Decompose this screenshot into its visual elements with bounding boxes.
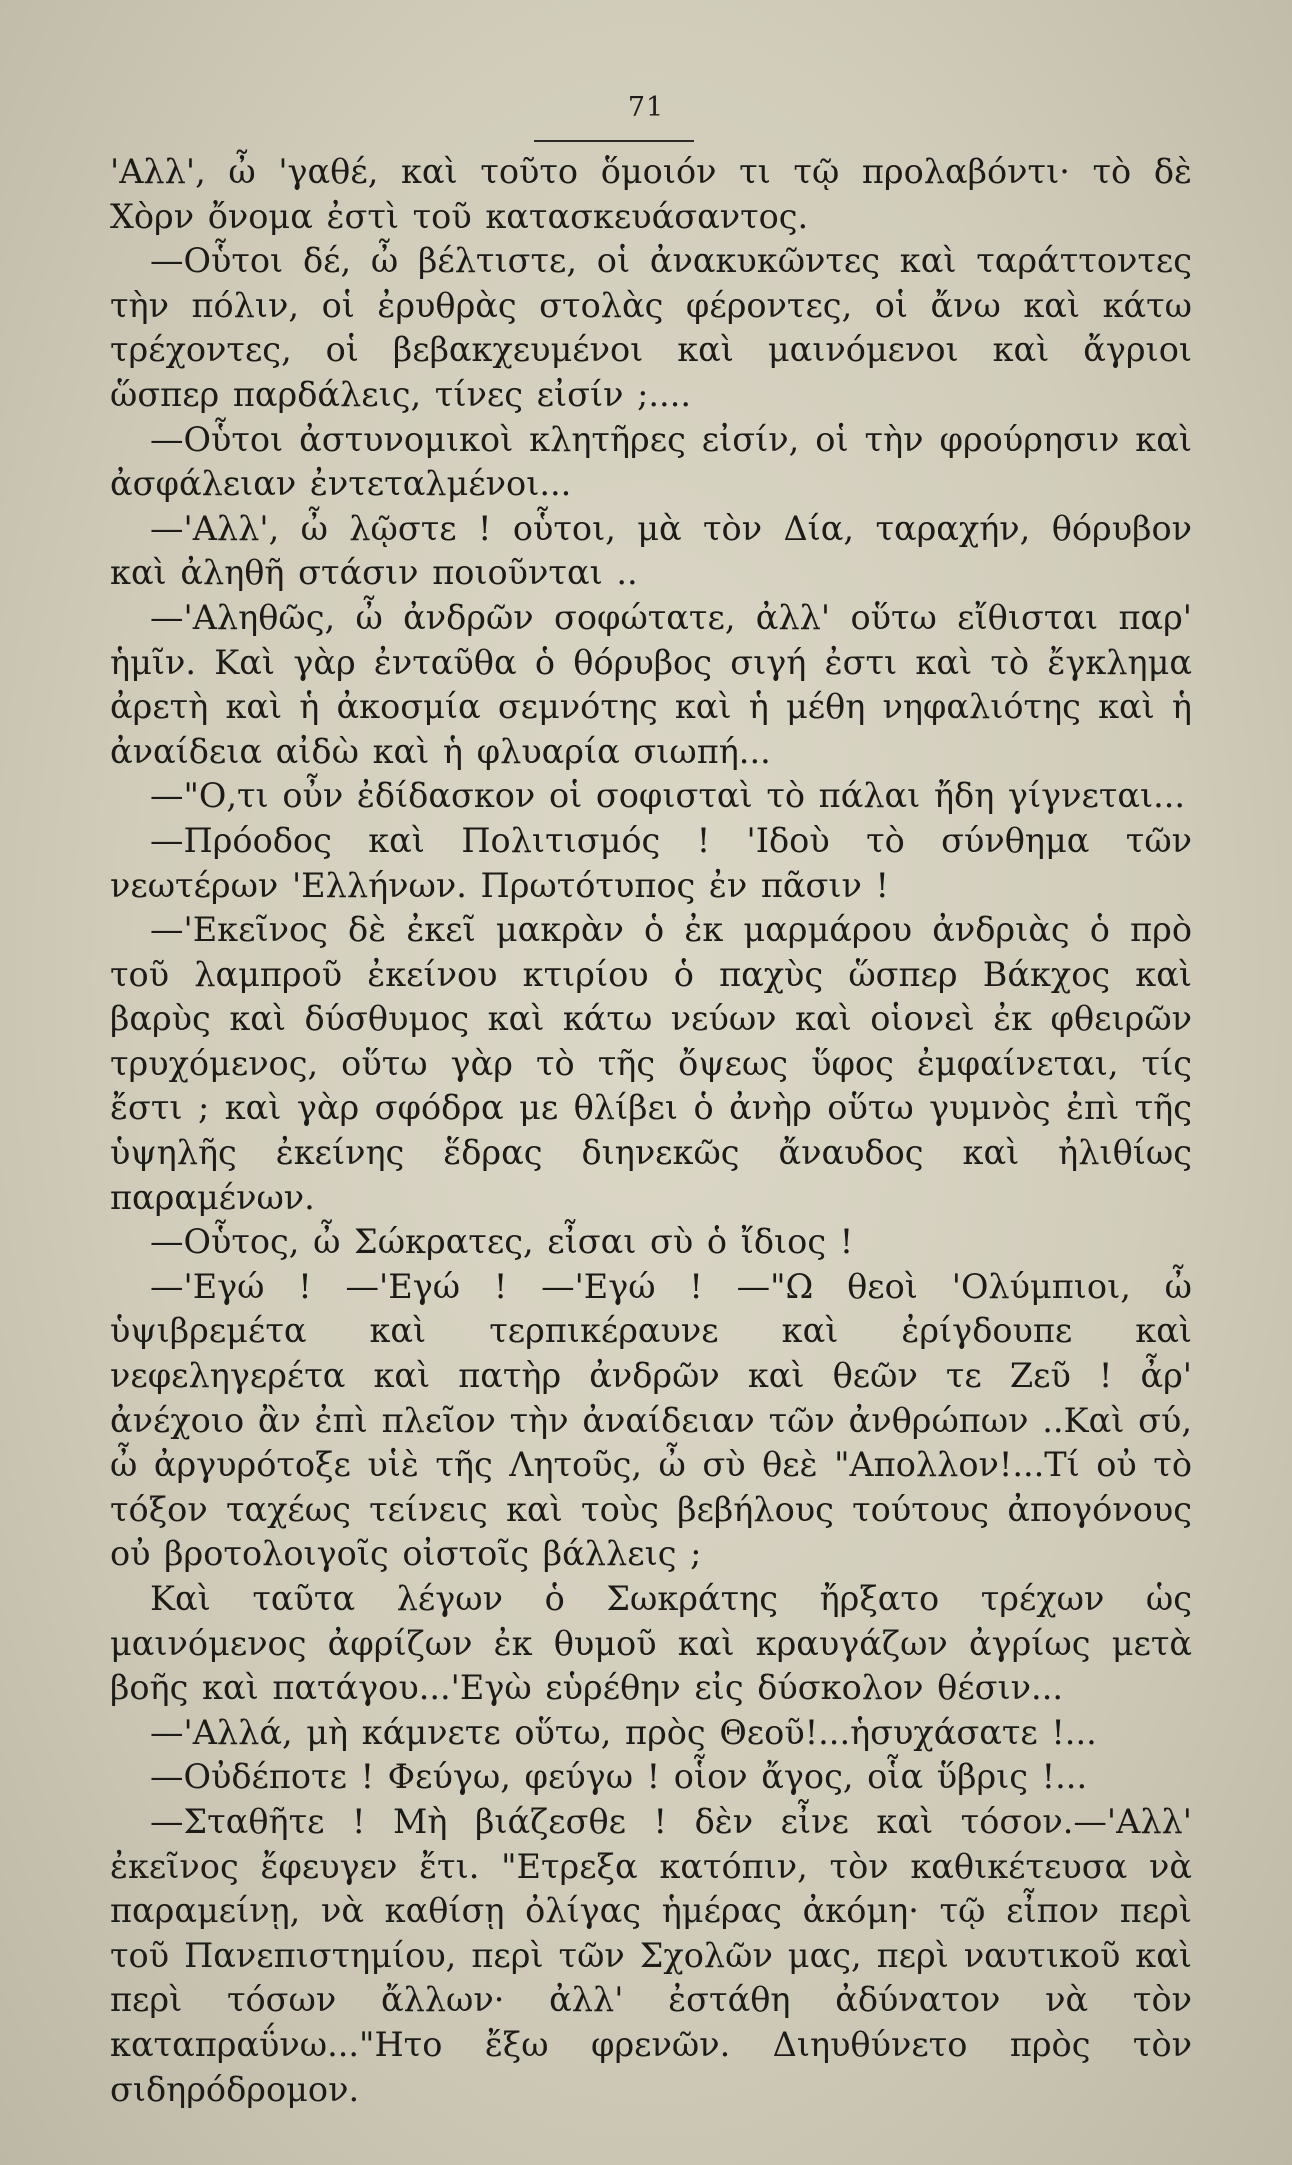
paragraph: —'Αληθῶς, ὦ ἀνδρῶν σοφώτατε, ἀλλ' οὕτω εἴθισται παρ' ἡμῖν. Καὶ γὰρ ἐνταῦθα ὁ θόρυβος σιγή ἐστι καὶ τὸ ἔγκλημα ἀρετὴ καὶ ἡ ἀκοσμία σεμνότης καὶ ἡ μέθη νηφαλιότης καὶ ἡ ἀναίδεια αἰδὼ καὶ ἡ φλυαρία σιωπή... [110, 597, 1192, 771]
paragraph: —'Εγώ ! —'Εγώ ! —'Εγώ ! —"Ω θεοὶ 'Ολύμπιοι, ὦ ὑψιβρεμέτα καὶ τερπικέραυνε καὶ ἐρίγδουπε καὶ νεφεληγερέτα καὶ πατὴρ ἀνδρῶν καὶ θεῶν τε Ζεῦ ! ἆρ' ἀνέχοιο ἂν ἐπὶ πλεῖον τὴν ἀναίδειαν τῶν ἀνθρώπων ..Καὶ σύ, ὦ ἀργυρότοξε υἱὲ τῆς Λητοῦς, ὦ σὺ θεὲ "Απολλον!...Τί οὐ τὸ τόξον ταχέως τείνεις καὶ τοὺς βεβήλους τούτους ἀπογόνους οὐ βροτολοιγοῖς οἰστοῖς βάλλεις ; [110, 1266, 1192, 1574]
paragraph: —Οὗτος, ὦ Σώκρατες, εἶσαι σὺ ὁ ἴδιος ! [150, 1222, 854, 1262]
paragraph: —Οὗτοι δέ, ὦ βέλτιστε, οἱ ἀνακυκῶντες καὶ ταράττοντες τὴν πόλιν, οἱ ἐρυθρὰς στολὰς φέροντες, οἱ ἄνω καὶ κάτω τρέχοντες, οἱ βεβακχευμένοι καὶ μαινόμενοι καὶ ἄγριοι ὥσπερ παρδάλεις, τίνες εἰσίν ;.... [110, 241, 1192, 414]
paragraph: —Οὗτοι ἀστυνομικοὶ κλητῆρες εἰσίν, οἱ τὴν φρούρησιν καὶ ἀσφάλειαν ἐντεταλμένοι... [110, 419, 1192, 504]
paragraph: —Οὐδέποτε ! Φεύγω, φεύγω ! οἷον ἄγος, οἷα ὕβρις !... [150, 1757, 1088, 1797]
paragraph: —'Αλλ', ὦ λῷστε ! οὗτοι, μὰ τὸν Δία, ταραχήν, θόρυβον καὶ ἀληθῆ στάσιν ποιοῦνται .. [110, 508, 1192, 593]
paragraph: —Πρόοδος καὶ Πολιτισμός ! 'Ιδοὺ τὸ σύνθημα τῶν νεωτέρων 'Ελλήνων. Πρωτότυπος ἐν πᾶσιν ! [110, 820, 1192, 905]
body-text [110, 150, 1192, 2112]
page-number-rule [534, 140, 694, 142]
paragraph: 'Αλλ', ὦ 'γαθέ, καὶ τοῦτο ὅμοιόν τι τῷ προλαβόντι· τὸ δὲ Χὸρν ὄνομα ἐστὶ τοῦ κατασκευάσαντος. [110, 152, 1192, 236]
page-number: 71 [627, 92, 665, 123]
paragraph: —"Ο,τι οὖν ἐδίδασκον οἱ σοφισταὶ τὸ πάλαι ἤδη γίγνεται... [150, 776, 1186, 816]
paragraph: —'Αλλά, μὴ κάμνετε οὕτω, πρὸς Θεοῦ!...ἡσυχάσατε !... [150, 1712, 1097, 1752]
paragraph: —'Εκεῖνος δὲ ἐκεῖ μακρὰν ὁ ἐκ μαρμάρου ἀνδριὰς ὁ πρὸ τοῦ λαμπροῦ ἐκείνου κτιρίου ὁ παχὺς ὥσπερ Βάκχος καὶ βαρὺς καὶ δύσθυμος καὶ κάτω νεύων καὶ οἱονεὶ ἐκ φθειρῶν τρυχόμενος, οὕτω γὰρ τὸ τῆς ὄψεως ὕφος ἐμφαίνεται, τίς ἔστι ; καὶ γὰρ σφόδρα με θλίβει ὁ ἀνὴρ οὕτω γυμνὸς ἐπὶ τῆς ὑψηλῆς ἐκείνης ἕδρας διηνεκῶς ἄναυδος καὶ ἠλιθίως παραμένων. [110, 910, 1192, 1217]
paragraph: —Σταθῆτε ! Μὴ βιάζεσθε ! δὲν εἶνε καὶ τόσον.—'Αλλ' ἐκεῖνος ἔφευγεν ἔτι. "Ετρεξα κατόπιν, τὸν καθικέτευσα νὰ παραμείνῃ, νὰ καθίσῃ ὀλίγας ἡμέρας ἀκόμη· τῷ εἶπον περὶ τοῦ Πανεπιστημίου, περὶ τῶν Σχολῶν μας, περὶ ναυτικοῦ καὶ περὶ τόσων ἄλλων· ἀλλ' ἐστάθη ἀδύνατον νὰ τὸν καταπραΰνω..."Ητο ἔξω φρενῶν. Διηυθύνετο πρὸς τὸν σιδηρόδρομον. [110, 1801, 1192, 2109]
paragraph: Καὶ ταῦτα λέγων ὁ Σωκράτης ἤρξατο τρέχων ὡς μαινόμενος ἀφρίζων ἐκ θυμοῦ καὶ κραυγάζων ἀγρίως μετὰ βοῆς καὶ πατάγου...'Εγὼ εὑρέθην εἰς δύσκολον θέσιν... [110, 1579, 1192, 1708]
